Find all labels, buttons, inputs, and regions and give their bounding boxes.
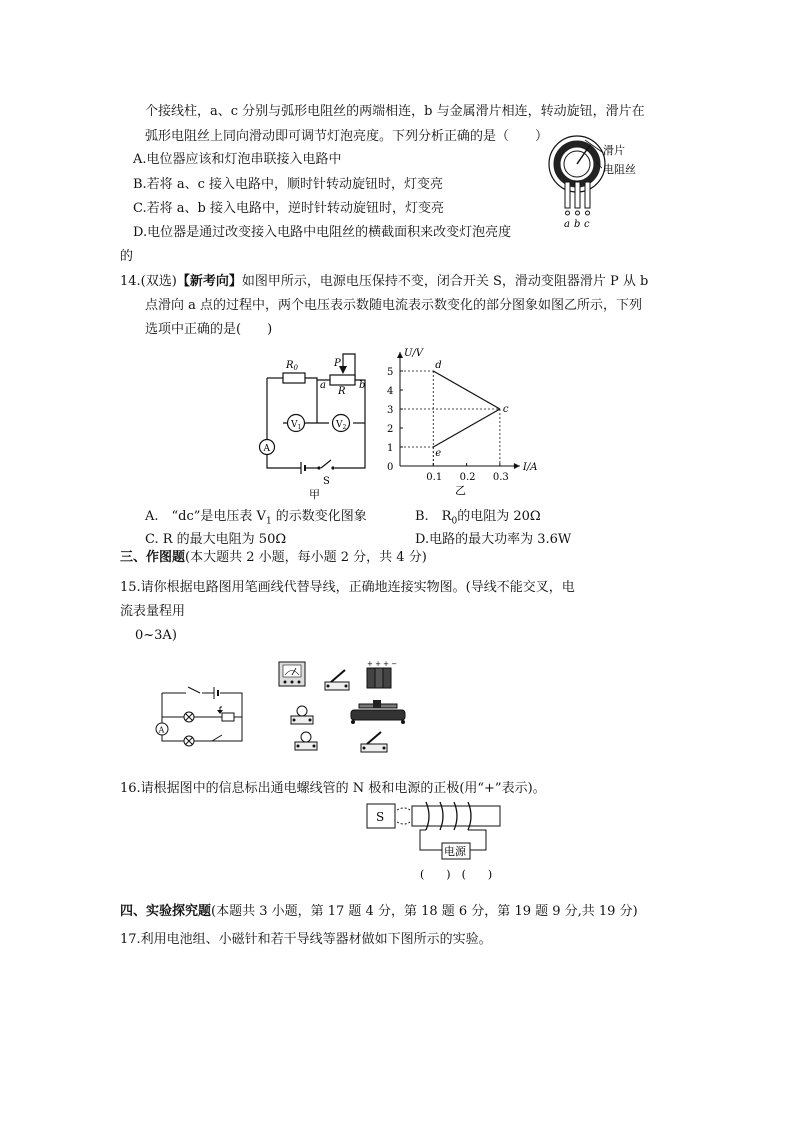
q14-option-b-text: B. R xyxy=(415,509,452,524)
battery-pack-icon xyxy=(367,660,397,688)
label-r: R xyxy=(338,386,346,397)
q14-line1 xyxy=(120,273,648,291)
series-line-d xyxy=(433,371,500,409)
y-tick-label: 2 xyxy=(387,424,394,435)
q13-option-c: C.若将 a、b 接入电路中，逆时针转动旋钮时，灯变亮 xyxy=(133,201,444,216)
q13-line1: 个接线柱，a、c 分别与弧形电阻丝的两端相连，b 与金属滑片相连，转动旋钮，滑片在 xyxy=(145,104,645,119)
q16-solenoid-figure xyxy=(360,800,520,885)
label-ammeter: A xyxy=(263,444,270,454)
magnet-pole-label: S xyxy=(376,810,385,824)
q14-option-a-text: A. “dc”是电压表 V xyxy=(145,509,266,524)
q14-option-a-tail: 的示数变化图象 xyxy=(271,509,367,524)
q17-line1: 17.利用电池组、小磁针和若干导线等器材做如下图所示的实验。 xyxy=(120,932,492,947)
u-i-graph-yi xyxy=(378,335,538,505)
label-v2: V xyxy=(336,420,343,430)
circuit-diagram-jia xyxy=(255,350,385,500)
q13-option-a: A.电位器应该和灯泡串联接入电路中 xyxy=(133,152,342,167)
switch-2-device-icon xyxy=(361,732,387,752)
label-p: P xyxy=(334,358,341,369)
power-source-label: 电源 xyxy=(444,845,466,858)
label-r0: R xyxy=(286,360,294,371)
switch-device-icon xyxy=(325,670,349,690)
y-axis-arrow xyxy=(397,352,403,358)
potentiometer-figure xyxy=(540,132,650,232)
label-v2-sub: 2 xyxy=(342,424,347,431)
x-tick-label: 0.3 xyxy=(492,472,509,483)
section-4-heading xyxy=(120,903,638,921)
q15-line2: 流表量程用 xyxy=(120,604,186,619)
q15-line1: 15.请你根据电路图用笔画线代替导线，正确地连接实物图。(导线不能交叉，电 xyxy=(120,580,575,595)
q13-option-d: D.电位器是通过改变接入电路中电阻丝的横截面积来改变灯泡亮度 xyxy=(133,225,512,240)
caption-jia: 甲 xyxy=(309,488,320,501)
q13-line2: 弧形电阻丝上同向滑动即可调节灯泡亮度。下列分析正确的是（ ） xyxy=(145,129,549,144)
rheostat-device-icon xyxy=(351,700,405,724)
ammeter-device-icon xyxy=(279,662,305,686)
q16-line1: 16.请根据图中的信息标出通电螺线管的 N 极和电源的正极(用“+”表示)。 xyxy=(120,781,546,796)
label-a-end: a xyxy=(320,380,326,391)
q15-circuit-schematic xyxy=(150,683,260,753)
label-switch: S xyxy=(323,476,330,487)
section-4-title: 四、实验探究题 xyxy=(120,904,212,919)
y-tick-label: 4 xyxy=(387,386,394,397)
q14-tag: 【新考向】 xyxy=(176,274,242,289)
bulb-holder-icon xyxy=(291,706,313,724)
terminal-c: c xyxy=(584,219,590,230)
q14-prefix: 14.(双选) xyxy=(120,274,177,289)
section-3-heading xyxy=(120,549,427,567)
q15-physical-components xyxy=(275,658,415,763)
bulb-holder-2-icon xyxy=(295,732,317,750)
q14-text: 如图甲所示，电源电压保持不变，闭合开关 S，滑动变阻器滑片 P 从 b xyxy=(241,274,649,289)
x-axis-arrow xyxy=(514,463,520,469)
svg-text:+ + + −: + + + − xyxy=(367,660,398,668)
svg-text:R0 xyxy=(285,360,299,372)
y-tick-label: 1 xyxy=(387,443,394,454)
q14-option-c: C. R 的最大电阻为 50Ω xyxy=(145,532,287,547)
label-resistance-wire: 电阻丝 xyxy=(603,163,636,176)
point-label-e: e xyxy=(435,448,442,459)
q14-option-b-tail: 的电阻为 20Ω xyxy=(457,509,541,524)
x-tick-label: 0.2 xyxy=(459,472,476,483)
q14-option-a-sub: 1 xyxy=(265,516,272,527)
q13-option-b: B.若将 a、c 接入电路中，顺时针转动旋钮时，灯变亮 xyxy=(133,177,443,192)
label-b-end: b xyxy=(359,380,366,391)
terminal-b: b xyxy=(574,219,581,230)
y-tick-label: 3 xyxy=(387,405,394,416)
q14-option-b-sub: 0 xyxy=(451,516,458,527)
q14-line2: 点滑向 a 点的过程中，两个电压表示数随电流表示数变化的部分图象如图乙所示，下列 xyxy=(145,298,643,313)
point-label-d: d xyxy=(435,360,442,371)
q14-option-b xyxy=(415,508,541,531)
chart-caption: 乙 xyxy=(455,484,466,497)
x-axis-label: I/A xyxy=(522,462,538,473)
y-axis-label: U/V xyxy=(404,348,424,359)
y-tick-label: 0 xyxy=(387,462,394,473)
answer-blanks: ( ) ( ) xyxy=(420,868,493,881)
q14-option-a xyxy=(145,508,367,531)
x-tick-label: 0.1 xyxy=(426,472,443,483)
section-3-title: 三、作图题 xyxy=(120,550,186,565)
terminal-a: a xyxy=(564,219,570,230)
label-r0-sub: 0 xyxy=(293,364,298,372)
point-label-c: c xyxy=(502,404,509,415)
section-3-detail: (本大题共 2 小题，每小题 2 分，共 4 分) xyxy=(185,550,427,565)
q14-line3: 选项中正确的是( ) xyxy=(145,322,273,337)
series-line-e xyxy=(433,409,500,447)
label-v1-sub: 1 xyxy=(297,424,302,431)
q15-line3: 0~3A) xyxy=(135,628,177,643)
schematic-ammeter-label: A xyxy=(158,725,165,735)
q14-option-d: D.电路的最大功率为 3.6W xyxy=(415,532,572,547)
label-v1: V xyxy=(291,420,298,430)
y-tick-label: 5 xyxy=(387,367,394,378)
section-4-detail: (本题共 3 小题，第 17 题 4 分，第 18 题 6 分，第 19 题 9 分,共 19 分) xyxy=(211,904,638,919)
q13-option-d-tail: 的 xyxy=(120,249,134,264)
label-slider: 滑片 xyxy=(603,144,625,157)
